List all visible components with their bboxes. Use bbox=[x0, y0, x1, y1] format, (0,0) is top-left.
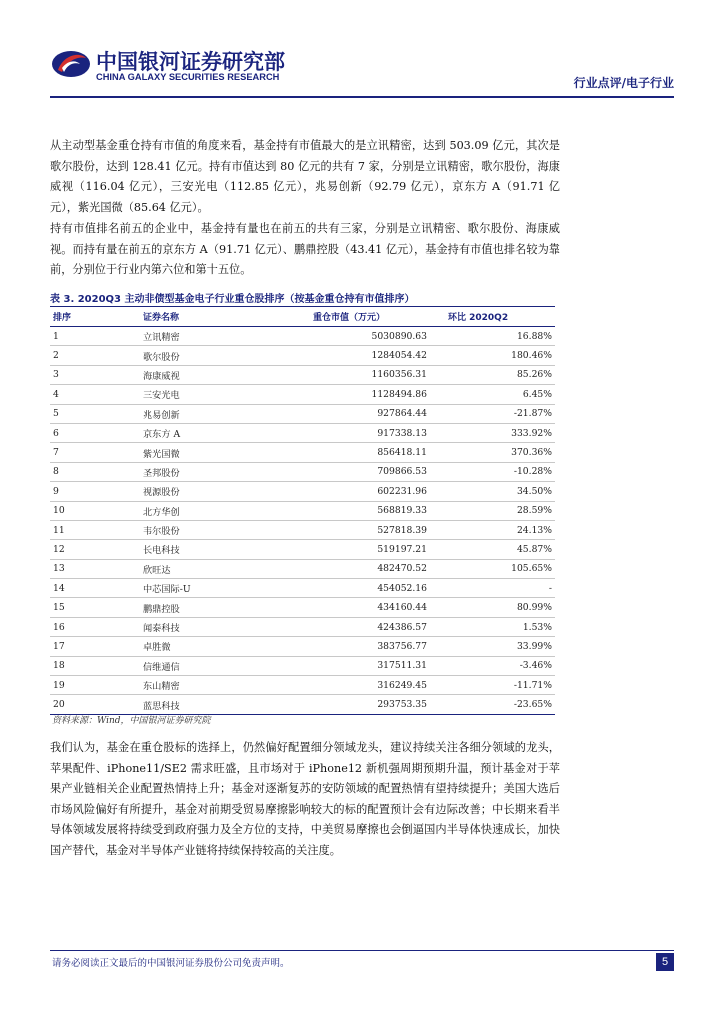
header-rank: 排序 bbox=[50, 307, 140, 327]
table-row bbox=[50, 462, 555, 481]
company-name-en: CHINA GALAXY SECURITIES RESEARCH bbox=[96, 72, 280, 82]
cell-qoq-change: - bbox=[430, 579, 555, 598]
cell-security-name: 圣邦股份 bbox=[140, 462, 310, 481]
cell-rank: 14 bbox=[50, 579, 140, 598]
cell-holding-value: 568819.33 bbox=[310, 501, 430, 520]
table-row bbox=[50, 423, 555, 442]
cell-qoq-change: 105.65% bbox=[430, 559, 555, 578]
cell-rank: 16 bbox=[50, 617, 140, 636]
cell-rank: 17 bbox=[50, 637, 140, 656]
cell-security-name: 长电科技 bbox=[140, 540, 310, 559]
table-row bbox=[50, 443, 555, 462]
cell-qoq-change: 16.88% bbox=[430, 327, 555, 346]
cell-rank: 19 bbox=[50, 676, 140, 695]
cell-security-name: 蓝思科技 bbox=[140, 695, 310, 714]
cell-rank: 11 bbox=[50, 520, 140, 539]
cell-holding-value: 293753.35 bbox=[310, 695, 430, 714]
header-security-name: 证券名称 bbox=[140, 307, 310, 327]
table-row bbox=[50, 559, 555, 578]
cell-rank: 10 bbox=[50, 501, 140, 520]
cell-security-name: 鹏鼎控股 bbox=[140, 598, 310, 617]
cell-security-name: 北方华创 bbox=[140, 501, 310, 520]
cell-security-name: 海康威视 bbox=[140, 365, 310, 384]
cell-qoq-change: 33.99% bbox=[430, 637, 555, 656]
holdings-table bbox=[50, 306, 555, 715]
table-source-note: 资料来源：Wind，中国银河证券研究院 bbox=[52, 716, 211, 726]
footer-divider bbox=[50, 950, 674, 951]
cell-qoq-change: 370.36% bbox=[430, 443, 555, 462]
paragraph-top-five: 持有市值排名前五的企业中，基金持有量也在前五的共有三家，分别是立讯精密、歌尔股份、海康威视。而持有量在前五的京东方 A（91.71 亿元）、鹏鼎控股（43.41 亿元），基金持有市值也排名较为靠前，分别位于行业内第六位和第十五位。 bbox=[50, 222, 560, 276]
cell-holding-value: 424386.57 bbox=[310, 617, 430, 636]
table-row bbox=[50, 501, 555, 520]
cell-security-name: 信维通信 bbox=[140, 656, 310, 675]
cell-qoq-change: -10.28% bbox=[430, 462, 555, 481]
page-number: 5 bbox=[656, 953, 674, 971]
cell-holding-value: 927864.44 bbox=[310, 404, 430, 423]
cell-security-name: 立讯精密 bbox=[140, 327, 310, 346]
table-row bbox=[50, 482, 555, 501]
cell-holding-value: 1284054.42 bbox=[310, 346, 430, 365]
table-row bbox=[50, 617, 555, 636]
cell-rank: 4 bbox=[50, 385, 140, 404]
cell-security-name: 中芯国际-U bbox=[140, 579, 310, 598]
cell-security-name: 兆易创新 bbox=[140, 404, 310, 423]
cell-security-name: 歌尔股份 bbox=[140, 346, 310, 365]
table-row bbox=[50, 676, 555, 695]
cell-qoq-change: 80.99% bbox=[430, 598, 555, 617]
cell-holding-value: 434160.44 bbox=[310, 598, 430, 617]
table-body bbox=[50, 327, 555, 715]
table-row bbox=[50, 579, 555, 598]
cell-qoq-change: 45.87% bbox=[430, 540, 555, 559]
cell-rank: 8 bbox=[50, 462, 140, 481]
galaxy-logo-icon bbox=[50, 46, 92, 82]
table-row bbox=[50, 695, 555, 714]
header-holding-value: 重仓市值（万元） bbox=[310, 307, 430, 327]
cell-holding-value: 317511.31 bbox=[310, 656, 430, 675]
cell-rank: 6 bbox=[50, 423, 140, 442]
cell-security-name: 东山精密 bbox=[140, 676, 310, 695]
cell-qoq-change: 85.26% bbox=[430, 365, 555, 384]
cell-holding-value: 917338.13 bbox=[310, 423, 430, 442]
cell-rank: 20 bbox=[50, 695, 140, 714]
cell-rank: 15 bbox=[50, 598, 140, 617]
cell-holding-value: 856418.11 bbox=[310, 443, 430, 462]
footer-disclaimer: 请务必阅读正文最后的中国银河证券股份公司免责声明。 bbox=[52, 958, 290, 969]
paragraph-holding-value: 从主动型基金重仓持有市值的角度来看，基金持有市值最大的是立讯精密，达到 503.09 亿元，其次是歌尔股份，达到 128.41 亿元。持有市值达到 80 亿元的共有 7 家，分别是立讯精密，歌尔股份，海康威视（116.04 亿元），三安光电（112.85 亿元），兆易创新（92.79 亿元），京东方 A（91.71 亿元），紫光国微（85.64 亿元）。 bbox=[50, 139, 560, 214]
header-qoq-change: 环比 2020Q2 bbox=[430, 307, 555, 327]
cell-rank: 5 bbox=[50, 404, 140, 423]
cell-qoq-change: -23.65% bbox=[430, 695, 555, 714]
cell-qoq-change: -11.71% bbox=[430, 676, 555, 695]
table-row bbox=[50, 598, 555, 617]
cell-rank: 13 bbox=[50, 559, 140, 578]
cell-qoq-change: -3.46% bbox=[430, 656, 555, 675]
table-row bbox=[50, 327, 555, 346]
table-row bbox=[50, 656, 555, 675]
table-row bbox=[50, 365, 555, 384]
cell-rank: 12 bbox=[50, 540, 140, 559]
cell-qoq-change: 28.59% bbox=[430, 501, 555, 520]
report-category: 行业点评/电子行业 bbox=[573, 76, 674, 90]
cell-security-name: 视源股份 bbox=[140, 482, 310, 501]
table-row bbox=[50, 520, 555, 539]
cell-holding-value: 482470.52 bbox=[310, 559, 430, 578]
cell-qoq-change: -21.87% bbox=[430, 404, 555, 423]
cell-holding-value: 709866.53 bbox=[310, 462, 430, 481]
cell-holding-value: 519197.21 bbox=[310, 540, 430, 559]
cell-rank: 7 bbox=[50, 443, 140, 462]
cell-security-name: 紫光国微 bbox=[140, 443, 310, 462]
cell-holding-value: 316249.45 bbox=[310, 676, 430, 695]
cell-qoq-change: 6.45% bbox=[430, 385, 555, 404]
cell-holding-value: 454052.16 bbox=[310, 579, 430, 598]
cell-security-name: 欣旺达 bbox=[140, 559, 310, 578]
cell-qoq-change: 1.53% bbox=[430, 617, 555, 636]
cell-security-name: 韦尔股份 bbox=[140, 520, 310, 539]
cell-qoq-change: 333.92% bbox=[430, 423, 555, 442]
cell-qoq-change: 24.13% bbox=[430, 520, 555, 539]
cell-qoq-change: 180.46% bbox=[430, 346, 555, 365]
cell-holding-value: 383756.77 bbox=[310, 637, 430, 656]
cell-rank: 2 bbox=[50, 346, 140, 365]
table-row bbox=[50, 540, 555, 559]
cell-rank: 9 bbox=[50, 482, 140, 501]
cell-security-name: 卓胜微 bbox=[140, 637, 310, 656]
cell-holding-value: 1128494.86 bbox=[310, 385, 430, 404]
table-header-row bbox=[50, 307, 555, 327]
cell-security-name: 闻泰科技 bbox=[140, 617, 310, 636]
cell-rank: 18 bbox=[50, 656, 140, 675]
table-row bbox=[50, 346, 555, 365]
cell-holding-value: 1160356.31 bbox=[310, 365, 430, 384]
table-row bbox=[50, 385, 555, 404]
cell-holding-value: 602231.96 bbox=[310, 482, 430, 501]
table-caption: 表 3. 2020Q3 主动非债型基金电子行业重仓股排序（按基金重仓持有市值排序） bbox=[50, 294, 415, 305]
cell-rank: 1 bbox=[50, 327, 140, 346]
cell-holding-value: 5030890.63 bbox=[310, 327, 430, 346]
cell-security-name: 三安光电 bbox=[140, 385, 310, 404]
page-header bbox=[50, 40, 674, 96]
header-divider bbox=[50, 96, 674, 98]
paragraph-conclusion: 我们认为，基金在重仓股标的选择上，仍然偏好配置细分领域龙头，建议持续关注各细分领域的龙头，苹果配件、iPhone11/SE2 需求旺盛，且市场对于 iPhone12 新机强周期预期升温，预计基金对于苹果产业链相关企业配置热情持上升；基金对逐渐复苏的安防领域的配置热情有望持续提升；美国大选后市场风险偏好有所提升，基金对前期受贸易摩擦影响较大的标的配置预计会有边际改善；中长期来看半导体领域发展将持续受到政府强力及全方位的支持，中美贸易摩擦也会倒逼国内半导体快速成长，加快国产替代，基金对半导体产业链将持续保持较高的关注度。 bbox=[50, 741, 560, 857]
company-name-cn: 中国银河证券研究部 bbox=[96, 50, 285, 74]
cell-qoq-change: 34.50% bbox=[430, 482, 555, 501]
cell-holding-value: 527818.39 bbox=[310, 520, 430, 539]
table-row bbox=[50, 637, 555, 656]
cell-security-name: 京东方 A bbox=[140, 423, 310, 442]
table-row bbox=[50, 404, 555, 423]
cell-rank: 3 bbox=[50, 365, 140, 384]
